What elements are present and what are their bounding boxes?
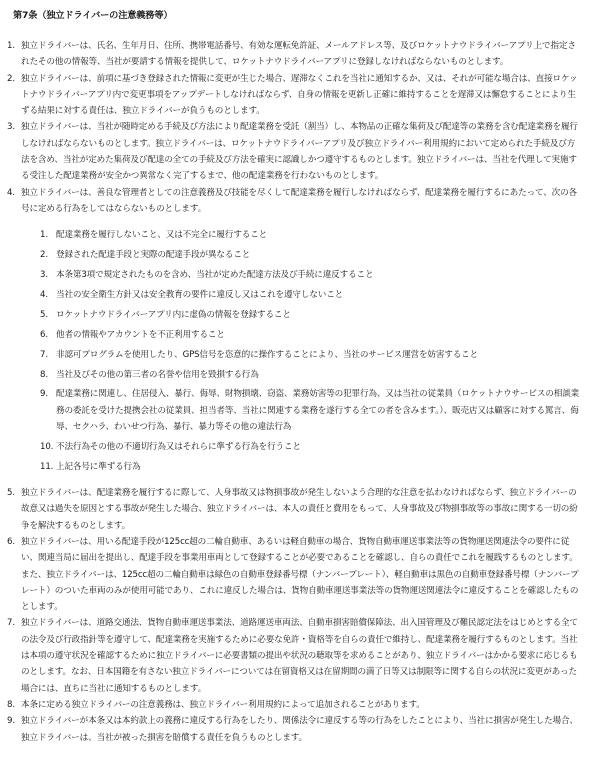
- list-item: [7, 38, 582, 71]
- item-number: 3.: [7, 122, 15, 133]
- item-text: 本条に定める独立ドライバーの注意義務は、独立ドライバー利用規約によって追加されることがあります。: [21, 699, 425, 710]
- main-list-continued: [7, 485, 582, 746]
- sub-item-text: 配達業務を履行しないこと、又は不完全に履行すること: [56, 230, 268, 241]
- sub-item-text: 当社及びその他の第三者の名誉や信用を毀損する行為: [56, 369, 259, 380]
- sub-list-item: [40, 327, 582, 343]
- list-item: [7, 713, 582, 746]
- sub-item-text: 非認可プログラムを使用したり、GPS信号を恣意的に操作することにより、当社のサービス運営を妨害すること: [56, 349, 479, 360]
- item-text: 独立ドライバーは、用いる配達手段が125cc超の二輪自動車、あるいは軽自動車の場合、貨物自動車運送事業法等の貨物運送関連法令の要件に従い、関連当局に届出を提出し、配達手段を事業用車両として登録することが必要であることを確認し、自らの責任でこれを履践するものとします。また、独立ドライバーは、125cc超の二輪自動車は緑色の自動車登録番号標（ナンバープレート）、軽自動車は黒色の自動車登録番号標（ナンバープレート）のついた車両のみが使用可能であり、これに違反した場合は、貨物自動車運送事業法等の貨物運送関連法令に違反することを確認したものとします。: [21, 536, 579, 613]
- item-text: 独立ドライバーは、道路交通法、貨物自動車運送事業法、道路運送車両法、自動車損害賠償保障法、出入国管理及び難民認定法をはじめとする全ての法令及び行政指針等を遵守して、配達業務を実施するために必要な免許・資格等を自らの責任で維持し、配達業務を履行するものとします。当社は本項の遵守状況を確認するために独立ドライバーに必要書類の提出や状況の聴取等を求めることがあり、独立ドライバーはかかる要求に応じるものとします。なお、日本国籍を有さない独立ドライバーについては在留資格又は在留期間の満了日等又は制限等に関する自らの状況に変更があった場合には、直ちに当社に通知するものとします。: [21, 618, 578, 694]
- item-text: 独立ドライバーが本条又は本約款上の義務に違反する行為をしたり、関係法令に違反する等の行為をしたことにより、当社に損害が発生した場合、独立ドライバーは、当社が被った損害を賠償する責任を負うものとします。: [21, 716, 578, 743]
- item-number: 6.: [7, 536, 15, 547]
- sub-item-number: 4.: [40, 289, 48, 300]
- sub-item-text: ロケットナウドライバーアプリ内に虚偽の情報を登録すること: [56, 309, 291, 320]
- sub-item-number: 1.: [40, 230, 48, 241]
- sub-item-number: 2.: [40, 250, 48, 261]
- list-item: [7, 119, 582, 184]
- sub-item-number: 8.: [40, 369, 48, 380]
- sub-list-item: [40, 386, 582, 435]
- sub-list-item: [40, 267, 582, 283]
- list-item: [7, 697, 582, 713]
- item-number: 2.: [7, 73, 15, 84]
- list-item: [7, 185, 582, 218]
- sub-list-item: [40, 307, 582, 323]
- item-text: 独立ドライバーは、配達業務を履行するに際して、人身事故又は物損事故が発生しないよう合理的な注意を払わなければならず、独立ドライバーの故意又は過失を原因とする事故が発生した場合、独立ドライバーは、本人の責任と費用をもって、人身事故及び物損事故等の事故に関する一切の紛争を解決するものとします。: [21, 488, 578, 531]
- sub-list-item: [40, 247, 582, 263]
- article-title: 第7条（独立ドライバーの注意義務等）: [13, 10, 173, 21]
- sub-list-item: [40, 459, 582, 475]
- item-text: 独立ドライバーは、当社が随時定める手続及び方法により配達業務を受託（割当）し、本物品の正確な集荷及び配達等の業務を含む配達業務を履行しなければならないものとします。独立ドライバーは、ロケットナウドライバーアプリ及び独立ドライバー利用規約において定められた手続及び方法を含め、当社が定めた集荷及び配達の全ての手続及び方法を確実に認識しかつ遵守するものとします。独立ドライバーは、当社を代理して実施する受注した配達業務が安全かつ異常なく完了するまで、他の配達業務を行わないものとします。: [21, 122, 578, 182]
- list-item: [7, 534, 582, 615]
- sub-item-text: 上記各号に準ずる行為: [56, 461, 141, 472]
- item-text: 独立ドライバーは、善良な管理者としての注意義務及び技能を尽くして配達業務を履行しなければならず、配達業務を履行するにあたって、次の各号に定める行為をしてはならないものとします。: [21, 187, 578, 214]
- sub-item-number: 6.: [40, 329, 48, 340]
- sub-item-text: 不法行為その他の不適切行為又はそれらに準ずる行為を行うこと: [56, 441, 301, 452]
- sub-item-text: 当社の安全衛生方針又は安全教育の要件に違反し又はこれを遵守しないこと: [56, 289, 344, 300]
- sub-item-text: 配達業務に関連し、住居侵入、暴行、侮辱、財物損壊、窃盗、業務妨害等の犯罪行為、又は当社の従業員（ロケットナウサービスの相談業務の委託を受けた提携会社の従業員、担当者等、当社に関連する業務を遂行する全ての者を含みます。）、販売店又は顧客に対する罵言、侮辱、セクハラ、わいせつ行為、暴行、暴力等その他の違法行為: [56, 389, 580, 432]
- sub-list-item: [40, 227, 582, 243]
- item-number: 4.: [7, 187, 15, 198]
- sub-list-item: [40, 439, 582, 455]
- sub-item-number: 9.: [40, 389, 48, 400]
- item-text: 独立ドライバーは、前項に基づき登録された情報に変更が生じた場合、遅滞なくこれを当社に通知するか、又は、それが可能な場合は、直接ロケットナウドライバーアプリ内で変更事項をアップデートしなければならず、自身の情報を更新し正確に維持することを遅滞又は懈怠することにより生ずる結果に対する責任は、独立ドライバーが負うものとします。: [21, 73, 578, 117]
- list-item: [7, 485, 582, 534]
- list-item: [7, 615, 582, 696]
- sub-item-number: 7.: [40, 349, 48, 360]
- list-item: [7, 71, 582, 120]
- item-number: 1.: [7, 41, 15, 51]
- item-number: 5.: [7, 488, 15, 499]
- sub-list-item: [40, 347, 582, 363]
- item-text: 独立ドライバーは、氏名、生年月日、住所、携帯電話番号、有効な運転免許証、メールアドレス等、及びロケットナウドライバーアプリ上で指定されたその他の情報等、当社が要請する情報を提供して、ロケットナウドライバーアプリに登録しなければならないものとします。: [21, 41, 576, 68]
- prohibited-acts-list: [40, 227, 582, 475]
- sub-item-text: 他者の情報やアカウントを不正利用すること: [56, 329, 225, 340]
- sub-item-number: 3.: [40, 270, 48, 281]
- main-list: [7, 38, 582, 217]
- item-number: 7.: [7, 618, 15, 629]
- sub-list-item: [40, 287, 582, 303]
- item-number: 8.: [7, 699, 15, 710]
- sub-item-number: 11.: [40, 461, 54, 472]
- sub-item-text: 本条第3項で規定されたものを含め、当社が定めた配達方法及び手続に違反すること: [56, 270, 374, 281]
- sub-item-number: 5.: [40, 309, 48, 320]
- sub-item-number: 10.: [40, 441, 54, 452]
- sub-item-text: 登録された配達手段と実際の配達手段が異なること: [56, 250, 251, 261]
- item-number: 9.: [7, 716, 15, 727]
- sub-list-item: [40, 367, 582, 383]
